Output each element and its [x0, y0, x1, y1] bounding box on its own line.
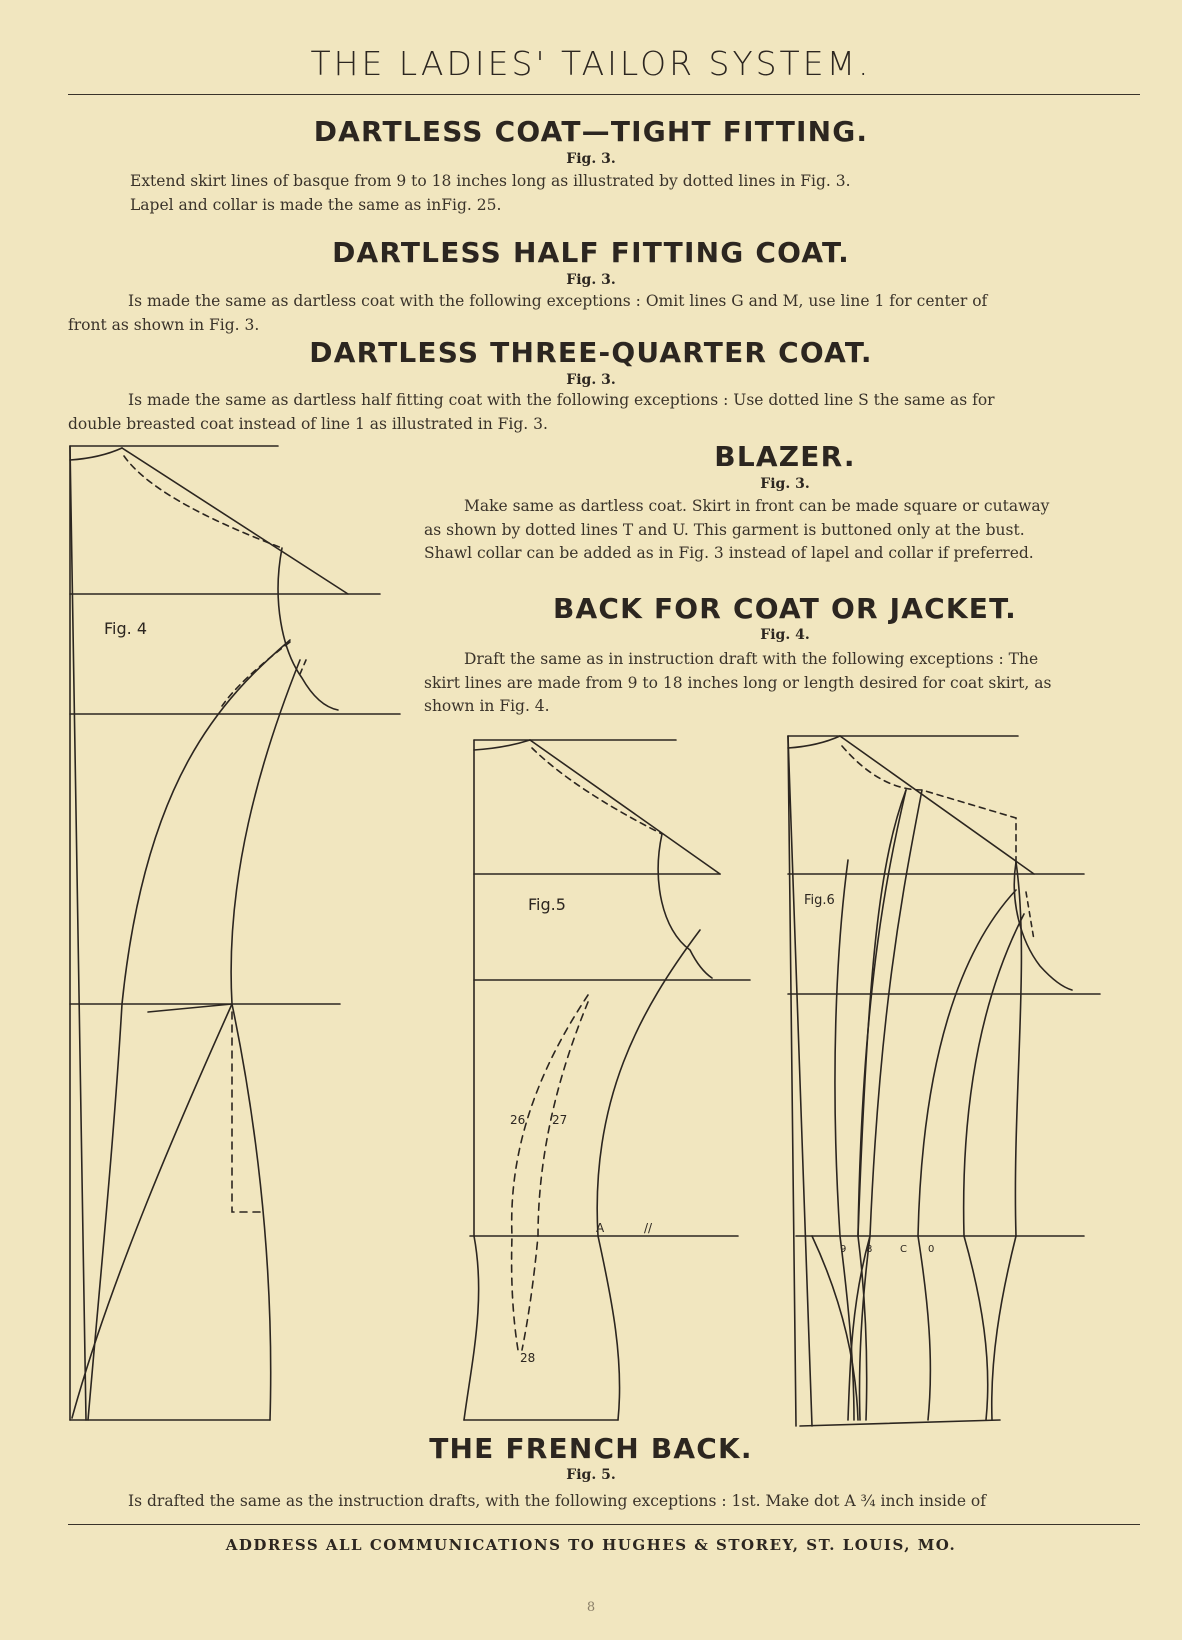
- fig4-label: Fig. 4: [104, 619, 147, 638]
- para-line: Lapel and collar is made the same as inFig. 25.: [130, 195, 502, 214]
- para-text: Make same as dartless coat. Skirt in front can be made square or cutaway: [464, 497, 1050, 515]
- fig4-seam-join: [148, 1004, 232, 1012]
- fig5-dart-26: [512, 995, 588, 1350]
- fig6-mark-8: 8: [866, 1244, 873, 1255]
- fig6-panel-1-left: [858, 790, 906, 1420]
- para-text: Is made the same as dartless half fitting coat with the following exceptions : Use dotted line S the same as for: [128, 391, 995, 409]
- para-line: front as shown in Fig. 3.: [68, 315, 260, 334]
- fig5-shoulder-dotted: [532, 748, 662, 834]
- footer-address: ADDRESS ALL COMMUNICATIONS TO HUGHES & STOREY, ST. LOUIS, MO.: [225, 1536, 957, 1554]
- fig-ref-tight: Fig. 3.: [566, 151, 616, 167]
- fig6-side-seam-c: [835, 860, 854, 1420]
- fig6-armhole: [1014, 862, 1072, 990]
- fig6-side-seam-d: [992, 1236, 1016, 1420]
- para-line: double breasted coat instead of line 1 as illustrated in Fig. 3.: [68, 414, 548, 433]
- fig-ref-french: Fig. 5.: [566, 1467, 616, 1483]
- fig6-panel-2-left: [918, 890, 1016, 1420]
- fig6-mark-9: 9: [840, 1244, 847, 1255]
- fig4-back-seam: [88, 640, 290, 1420]
- para-text: Draft the same as in instruction draft with the following exceptions : The: [464, 650, 1039, 668]
- fig6-neck-curve: [788, 736, 840, 748]
- fig5-center-seam: [464, 1236, 479, 1420]
- fig-ref-half: Fig. 3.: [566, 272, 616, 288]
- para-line: Shawl collar can be added as in Fig. 3 instead of lapel and collar if preferred.: [424, 544, 1034, 562]
- heading-french-back: THE FRENCH BACK.: [429, 1432, 753, 1465]
- para-line: shown in Fig. 4.: [424, 697, 550, 715]
- fig6-panel-1-right: [859, 790, 922, 1420]
- fig6-draft: [788, 736, 1100, 1426]
- fig6-hem-line: [800, 1420, 1000, 1426]
- para-text: Is made the same as dartless coat with the following exceptions : Omit lines G and M, use line 1 for center of: [128, 292, 988, 310]
- fig6-shoulder-dotted: [842, 746, 1016, 862]
- fig5-side-seam: [597, 930, 700, 1420]
- fig5-dart-27: [522, 1002, 588, 1350]
- fig4-draft: [70, 446, 400, 1420]
- fig5-mark-26: 26: [510, 1113, 526, 1127]
- para-line: [68, 1490, 1140, 1514]
- fig4-shoulder-line: [122, 448, 348, 594]
- para-french: [68, 1490, 1140, 1514]
- fig4-outer-back-line: [70, 446, 86, 1420]
- fig5-mark-28: 28: [520, 1351, 536, 1365]
- heading-back-coat-jacket: BACK FOR COAT OR JACKET.: [552, 592, 1018, 625]
- fig4-pleat-dotted: [232, 1012, 260, 1212]
- fig6-label: Fig.6: [804, 893, 835, 908]
- fig6-back-seam-a: [858, 790, 906, 1236]
- fig5-label: Fig.5: [528, 895, 566, 914]
- fig4-side-seam-dotted-2: [300, 660, 306, 674]
- heading-dartless-tight: DARTLESS COAT—TIGHT FITTING.: [313, 115, 869, 148]
- page-header: THE LADIES' TAILOR SYSTEM.: [310, 44, 872, 83]
- fig6-armhole-dotted: [1026, 892, 1034, 940]
- fig5-mark-A: A: [596, 1221, 605, 1235]
- fig6-panel-2-right: [964, 914, 1024, 1420]
- heading-blazer: BLAZER.: [714, 440, 856, 473]
- para-line: Extend skirt lines of basque from 9 to 18 inches long as illustrated by dotted lines in Fig. 3.: [130, 172, 851, 190]
- fig4-side-seam: [231, 660, 300, 1420]
- heading-dartless-half: DARTLESS HALF FITTING COAT.: [332, 236, 850, 269]
- fig6-mark-0: 0: [928, 1244, 935, 1255]
- para-line: skirt lines are made from 9 to 18 inches long or length desired for coat skirt, as: [424, 673, 1052, 692]
- fig4-skirt-line: [72, 1004, 232, 1418]
- footer-rule: [68, 1524, 1140, 1525]
- fig4-neck-curve: [70, 448, 122, 460]
- para-text: Is drafted the same as the instruction drafts, with the following exceptions : 1st. Make dot A ¾ inch inside of: [128, 1492, 986, 1510]
- para-line: as shown by dotted lines T and U. This garment is buttoned only at the bust.: [424, 520, 1025, 539]
- fig6-side-seam-a: [812, 1236, 858, 1420]
- fig5-mark-slashes: //: [644, 1221, 653, 1235]
- fig5-armhole: [658, 834, 712, 978]
- fig-ref-blazer: Fig. 3.: [760, 476, 810, 492]
- fig6-shoulder-line: [840, 736, 1034, 874]
- fig5-mark-27: 27: [552, 1113, 568, 1127]
- fig5-shoulder-line: [530, 740, 720, 874]
- fig4-shoulder-dotted: [124, 456, 282, 548]
- fig5-neck-curve: [474, 740, 530, 750]
- fig-ref-back: Fig. 4.: [760, 627, 810, 643]
- page-number: 8: [586, 1600, 596, 1615]
- fig5-draft: [464, 740, 750, 1420]
- fig6-mark-C: C: [900, 1244, 907, 1255]
- fig4-armhole: [278, 548, 338, 710]
- fig-ref-three-quarter: Fig. 3.: [566, 372, 616, 388]
- heading-dartless-three-quarter: DARTLESS THREE-QUARTER COAT.: [309, 336, 873, 369]
